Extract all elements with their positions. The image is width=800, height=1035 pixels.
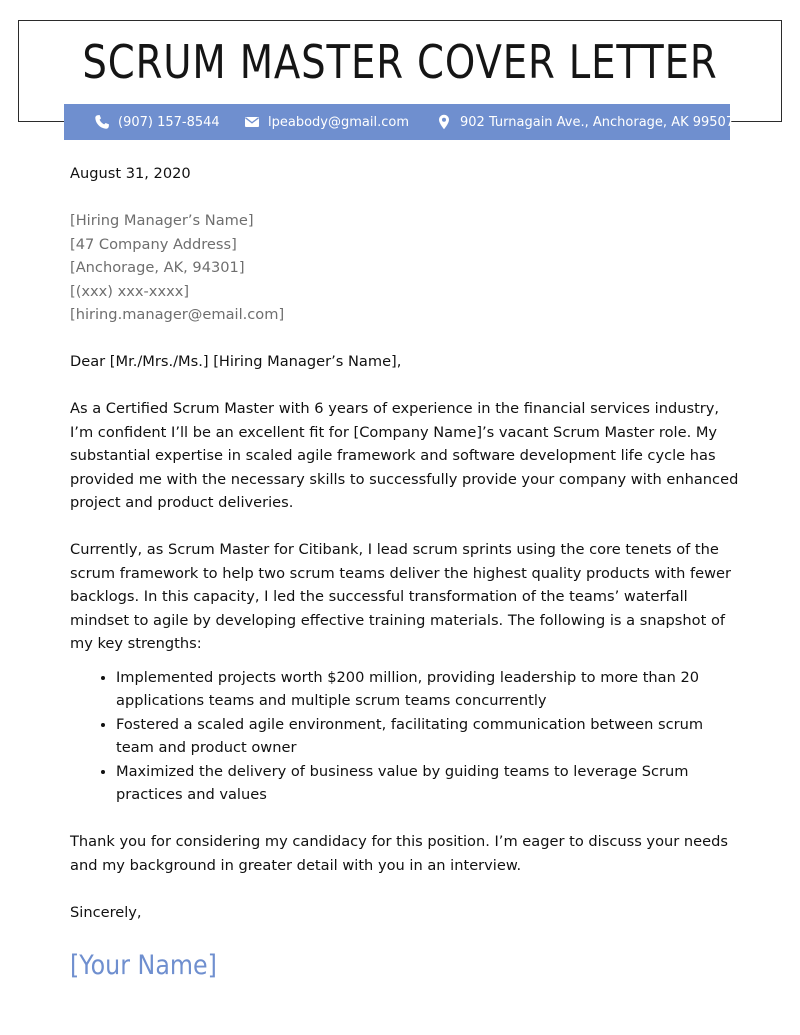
sign-off: Sincerely, — [70, 903, 142, 921]
map-pin-icon — [436, 114, 452, 130]
letter-body — [70, 162, 740, 984]
contact-address — [436, 104, 734, 140]
paragraph-current-role: Currently, as Scrum Master for Citibank, I lead scrum sprints using the core tenets of the scrum framework to help two scrum teams deliver the highest quality products with fewer backlogs. In this capacity, I led the successful transformation of the teams’ waterfall mindset to agile by developing effective training materials. The following is a snapshot of my key strengths: — [70, 541, 732, 652]
recipient-name: [Hiring Manager’s Name] — [70, 212, 254, 229]
header-divider-right — [730, 121, 782, 122]
recipient-phone: [(xxx) xxx-xxxx] — [70, 282, 190, 300]
header-divider-left — [18, 121, 64, 122]
strength-item: • Implemented projects worth $200 million, providing leadership to more than 20 applications teams and multiple scrum teams concurrently — [116, 666, 740, 713]
contact-bar — [64, 104, 735, 140]
recipient-email: [hiring.manager@email.com] — [70, 306, 285, 323]
phone-icon — [94, 114, 110, 130]
strength-item: • Fostered a scaled agile environment, facilitating communication between scrum team and product owner — [116, 713, 740, 760]
signature-name: [Your Name] — [70, 949, 217, 981]
contact-email — [244, 104, 409, 140]
recipient-address: [47 Company Address] — [70, 235, 237, 253]
salutation: Dear [Mr./Mrs./Ms.] [Hiring Manager’s Name], — [70, 353, 402, 370]
contact-address-text: 902 Turnagain Ave., Anchorage, AK 99507 — [460, 114, 735, 130]
page-title: SCRUM MASTER COVER LETTER — [82, 35, 718, 89]
contact-email-text: lpeabody@gmail.com — [268, 114, 409, 130]
paragraph-intro: As a Certified Scrum Master with 6 years of experience in the financial services industry, I’m confident I’ll be an excellent fit for [Company Name]’s vacant Scrum Master role. My substantial expertise in scaled agile framework and software development life cycle has provided me with the necessary skills to successfully provide your company with enhanced project and product deliveries. — [70, 400, 739, 511]
recipient-block — [70, 209, 740, 327]
envelope-icon — [244, 114, 260, 130]
letter-date: August 31, 2020 — [70, 165, 191, 182]
paragraph-closing: Thank you for considering my candidacy for this position. I’m eager to discuss your needs and my background in greater detail with you in an interview. — [70, 833, 728, 874]
strength-item: • Maximized the delivery of business value by guiding teams to leverage Scrum practices and values — [116, 760, 740, 807]
recipient-city: [Anchorage, AK, 94301] — [70, 259, 245, 276]
contact-phone-text: (907) 157-8544 — [118, 114, 220, 130]
contact-phone — [94, 104, 220, 140]
strengths-list — [70, 666, 740, 807]
